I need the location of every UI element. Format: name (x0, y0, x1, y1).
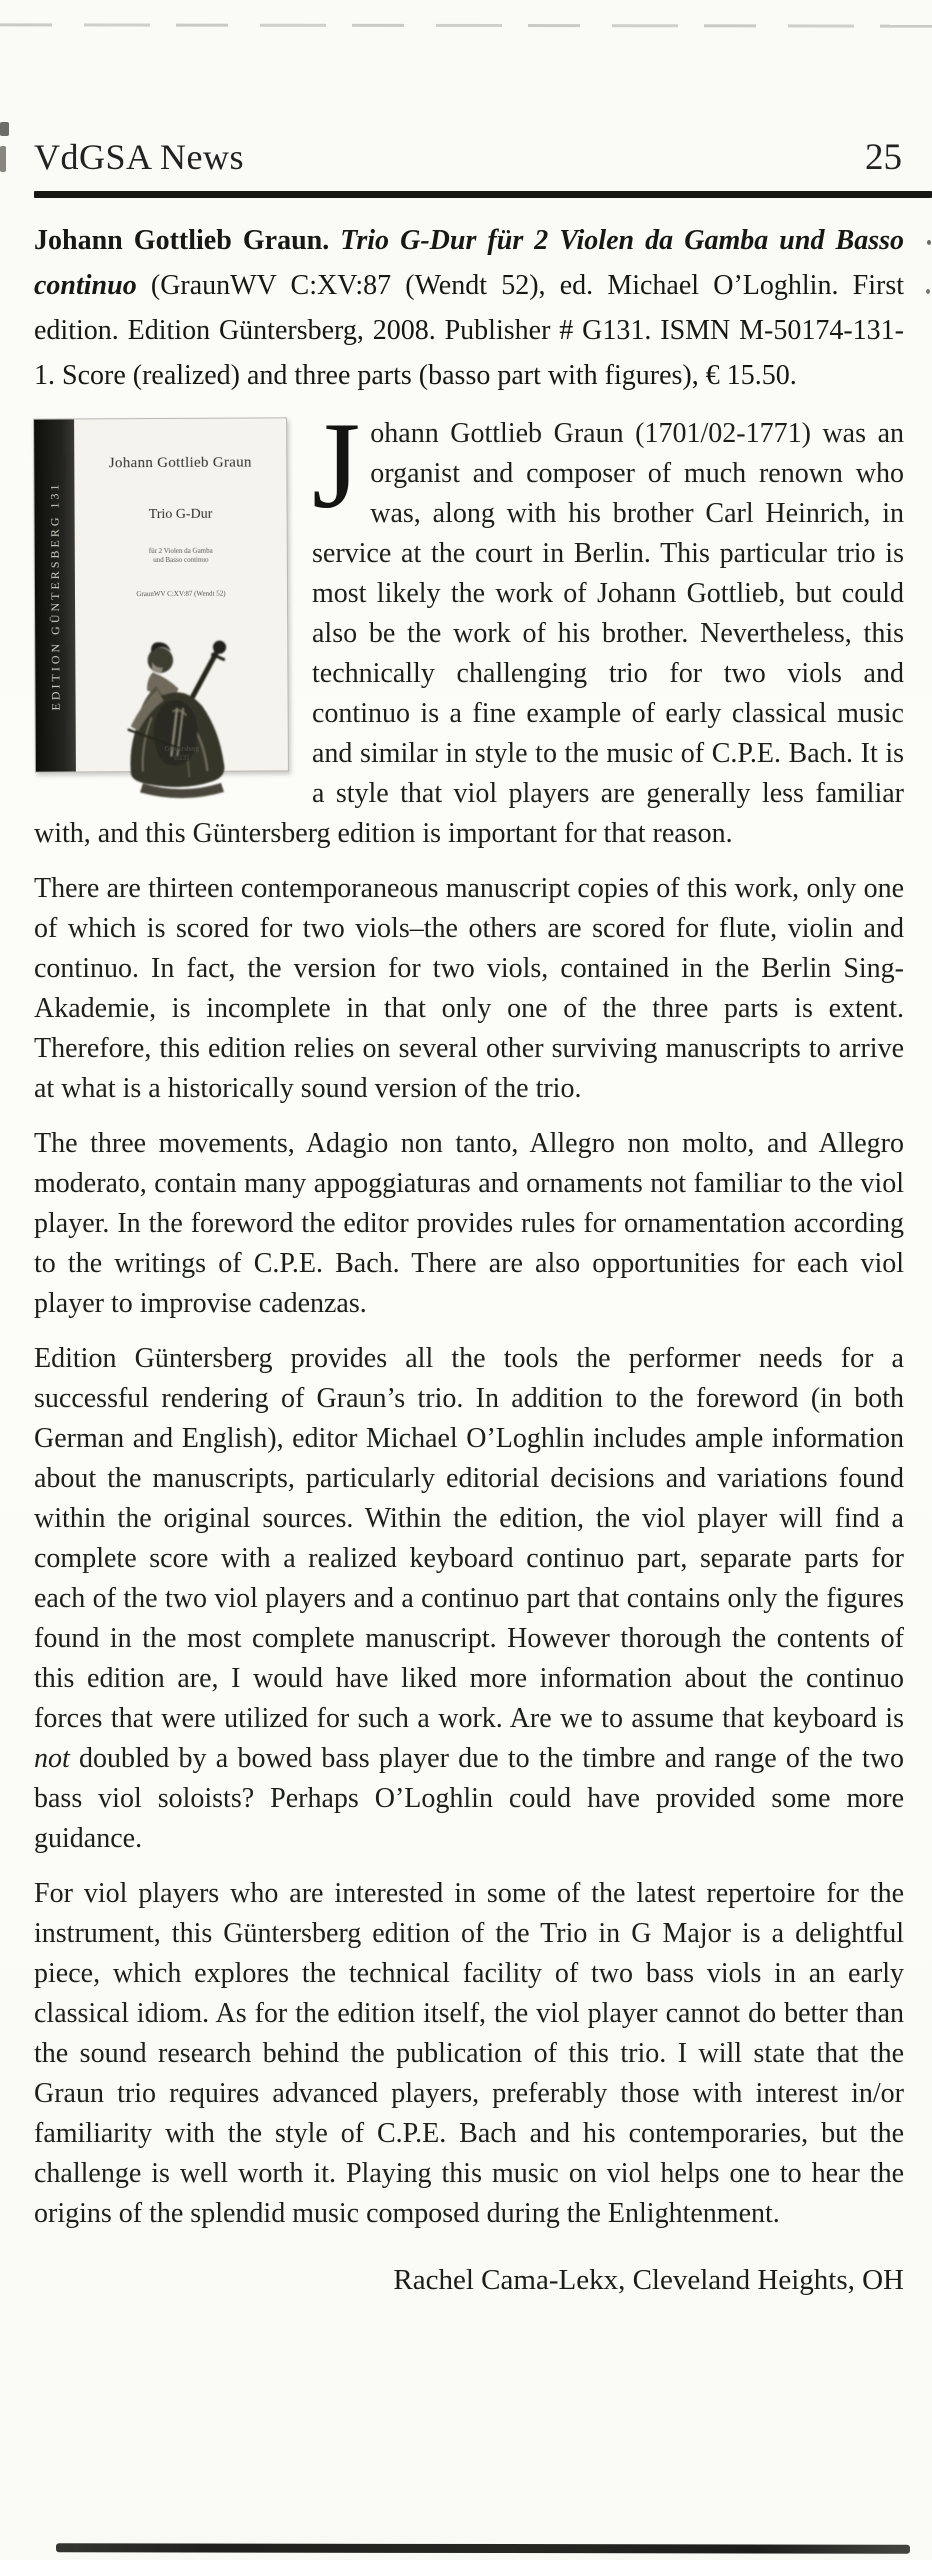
scan-smudge-left (0, 122, 9, 136)
cover-scoring: für 2 Violen da Gamba und Basso continuo (148, 546, 213, 565)
heading-work-title: Trio G-Dur für 2 Violen da Gamba und Basso continuo (34, 225, 904, 301)
review-body (34, 397, 904, 2300)
cover-composer: Johann Gottlieb Graun (108, 454, 252, 472)
scan-edge-artifact-bottom (56, 2543, 910, 2553)
page-bleed-dot (926, 289, 930, 294)
drop-cap: J (312, 397, 361, 534)
paragraph-3: The three movements, Adagio non tanto, Allegro non molto, and Allegro moderato, contain many appoggiaturas and ornaments not familiar to the viol player. In the foreword the editor provides rules for ornamentation according to the writings of C.P.E. Bach. There are also opportunities for each viol player to improvise cadenzas. (34, 1128, 904, 1319)
scan-edge-artifact-top (0, 23, 932, 27)
page-bleed-dot (927, 240, 931, 245)
page-number: 25 (865, 137, 902, 178)
cover-face (74, 418, 288, 771)
paragraph-4-text-b: doubled by a bowed bass player due to the timbre and range of the two bass viol soloists? Perhaps O’Loghlin could have provided some more guidance. (34, 1743, 904, 1854)
paragraph-4 (34, 1339, 904, 1859)
cover-spine (34, 419, 76, 771)
cover-work-title: Trio G-Dur (148, 506, 213, 523)
header-rule (34, 191, 932, 198)
running-header (34, 136, 904, 179)
paragraph-5: For viol players who are interested in some of the latest repertoire for the instrument, this Güntersberg edition of the Trio in G Major is a delightful piece, which explores the technical facility of two bass viols in an early classical idiom. As for the edition itself, the viol player cannot do better than the sound research behind the publication of this trio. I will state that the Graun trio requires advanced players, preferably those with interest in/or familiarity with the style of C.P.E. Bach and his contemporaries, but the challenge is well worth it. Playing this music on viol helps one to hear the origins of the splendid music composed during the Enlightenment. (34, 1878, 904, 2229)
review-citation-heading (34, 218, 904, 398)
cover-spine-label: EDITION GÜNTERSBERG 131 (47, 481, 63, 711)
page-content (34, 136, 904, 2300)
paragraph-4-emphasis: not (34, 1743, 70, 1774)
viola-da-gamba-player-engraving (106, 624, 257, 807)
heading-publication-details: (GraunWV C:XV:87 (Wendt 52), ed. Michael O’Loghlin. First edition. Edition Güntersberg, 2008. Publisher # G131. ISMN M-50174-131-1. Score (realized) and three parts (basso part with figures), € 15.50. (34, 270, 904, 391)
heading-composer: Johann Gottlieb Graun. (34, 225, 341, 256)
cover-imprint: Güntersberg G131 (164, 744, 200, 762)
book-cover-image (33, 417, 289, 772)
paragraph-4-text-a: Edition Güntersberg provides all the tools the performer needs for a successful rendering of Graun’s trio. In addition to the foreword (in both German and English), editor Michael O’Loghlin includes ample information about the manuscripts, particularly editorial decisions and variations found within the original sources. Within the edition, the viol player will find a complete score with a realized keyboard continuo part, separate parts for each of the two viol players and a continuo part that contains only the figures found in the most complete manuscript. However thorough the contents of this edition are, I would have liked more information about the continuo forces that were utilized for such a work. Are we to assume that keyboard is (34, 1343, 904, 1734)
cover-catalog-number: GraunWV C:XV:87 (Wendt 52) (136, 589, 226, 599)
paragraph-2: There are thirteen contemporaneous manuscript copies of this work, only one of which is scored for two viols–the others are scored for flute, violin and continuo. In fact, the version for two viols, contained in the Berlin Sing-Akademie, is incomplete in that only one of the three parts is extent. Therefore, this edition relies on several other surviving manuscripts to arrive at what is a historically sound version of the trio. (34, 873, 904, 1104)
scan-smudge-left (0, 146, 6, 172)
paragraph-1-text: ohann Gottlieb Graun (1701/02-1771) was an organist and composer of much renown who was, along with his brother Carl Heinrich, in service at the court in Berlin. This particular trio is most likely the work of Johann Gottlieb, but could also be the work of his brother. Nevertheless, this technically challenging trio for two viols and continuo is a fine example of early classical music and similar in style to the music of C.P.E. Bach. It is a style that viol players are generally less familiar with, and this Güntersberg edition is important for that reason. (34, 418, 904, 849)
reviewer-byline: Rachel Cama-Lekx, Cleveland Heights, OH (393, 2264, 904, 2296)
journal-masthead: VdGSA News (34, 137, 245, 177)
